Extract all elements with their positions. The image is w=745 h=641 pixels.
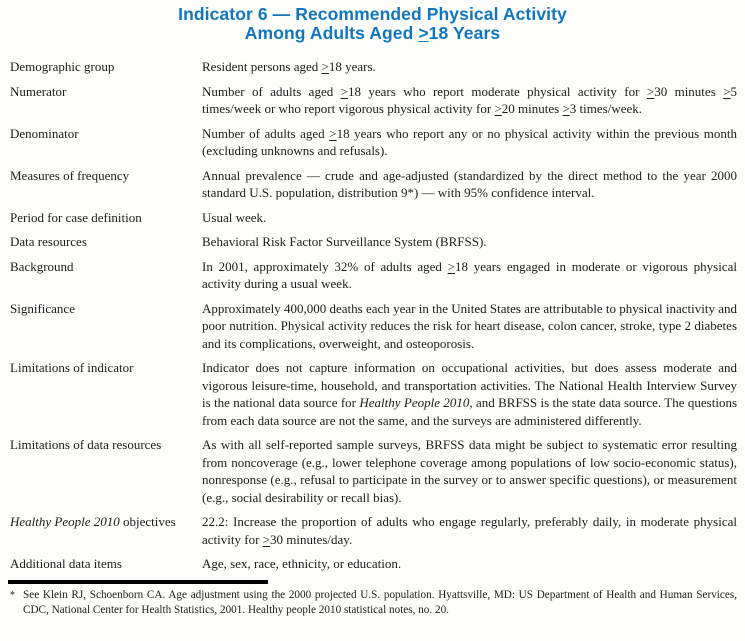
row-label: Period for case definition <box>10 209 142 225</box>
table-row <box>10 436 737 506</box>
row-value: Annual prevalence — crude and age-adjusted (standardized by the direct method to the year 2000 standard U.S. population, distribution 9*) — with 95% confidence interval. <box>202 167 737 200</box>
row-label: Demographic group <box>10 59 115 74</box>
row-label: Numerator <box>10 83 67 99</box>
row-value: As with all self-reported sample surveys, BRFSS data might be subject to systematic error resulting from noncoverage (e.g., lower telephone coverage among populations of low socio-economic status), nonresponse (e.g., refusal to participate in the survey or to answer specific questions), or measurement (e.g., social desirability or recall bias). <box>202 437 737 505</box>
table-row <box>10 209 737 227</box>
indicator-definition-table <box>10 58 737 573</box>
table-row <box>10 233 737 251</box>
table-row <box>10 167 737 202</box>
row-label: Denominator <box>10 125 79 141</box>
table-row <box>10 555 737 573</box>
table-row <box>10 513 737 548</box>
row-value: Behavioral Risk Factor Surveillance System (BRFSS). <box>202 234 487 249</box>
table-row <box>10 125 737 160</box>
row-value: Usual week. <box>202 209 267 225</box>
row-label: Data resources <box>10 234 87 249</box>
footnote-text: See Klein RJ, Schoenborn CA. Age adjustment using the 2000 projected U.S. population. Hyattsville, MD: US Department of Health and Human Services, CDC, National Center for Health Statistics, 2001. Healthy people 2010 statistical notes, no. 20. <box>23 589 737 616</box>
row-label: Significance <box>10 300 75 316</box>
row-label: Additional data items <box>10 556 122 571</box>
row-value: Indicator does not capture information on occupational activities, but does assess moderate and vigorous leisure-time, household, and transportation activities. The National Health Interview Survey is the national data source for Healthy People 2010, and BRFSS is the state data source. The questions from each data source are not the same, and the surveys are administered differently. <box>202 360 737 428</box>
table-row <box>10 258 737 293</box>
row-label: Limitations of indicator <box>10 360 134 375</box>
table-row <box>10 359 737 429</box>
row-label: Limitations of data resources <box>10 437 162 452</box>
row-label: Measures of frequency <box>10 167 130 183</box>
footnote <box>10 588 737 617</box>
footnote-marker: * <box>10 590 15 601</box>
row-value: Number of adults aged >18 years who report moderate physical activity for >30 minutes >5 times/week or who report vigorous physical activity for >20 minutes >3 times/week. <box>202 83 737 116</box>
table-row <box>10 58 737 76</box>
table-row <box>10 300 737 353</box>
page-title-line1: Indicator 6 — Recommended Physical Activity <box>178 4 567 24</box>
row-value: Age, sex, race, ethnicity, or education. <box>202 556 402 571</box>
row-value: In 2001, approximately 32% of adults aged >18 years engaged in moderate or vigorous physical activity during a usual week. <box>202 258 737 291</box>
page-title <box>0 0 745 43</box>
row-value: Approximately 400,000 deaths each year in the United States are attributable to physical inactivity and poor nutrition. Physical activity reduces the risk for heart disease, colon cancer, stroke, type 2 diabetes and its complications, overweight, and osteoporosis. <box>202 300 737 351</box>
row-value: 22.2: Increase the proportion of adults who engage regularly, preferably daily, in moderate physical activity for >30 minutes/day. <box>202 514 737 547</box>
page-title-line2: Among Adults Aged >18 Years <box>244 23 501 43</box>
row-label: Healthy People 2010 objectives <box>10 514 176 529</box>
row-value: Number of adults aged >18 years who report any or no physical activity within the previous month (excluding unknowns and refusals). <box>202 125 737 158</box>
table-row <box>10 83 737 118</box>
row-label: Background <box>10 258 74 274</box>
footnote-separator-rule <box>8 580 268 585</box>
row-value: Resident persons aged >18 years. <box>202 59 376 74</box>
